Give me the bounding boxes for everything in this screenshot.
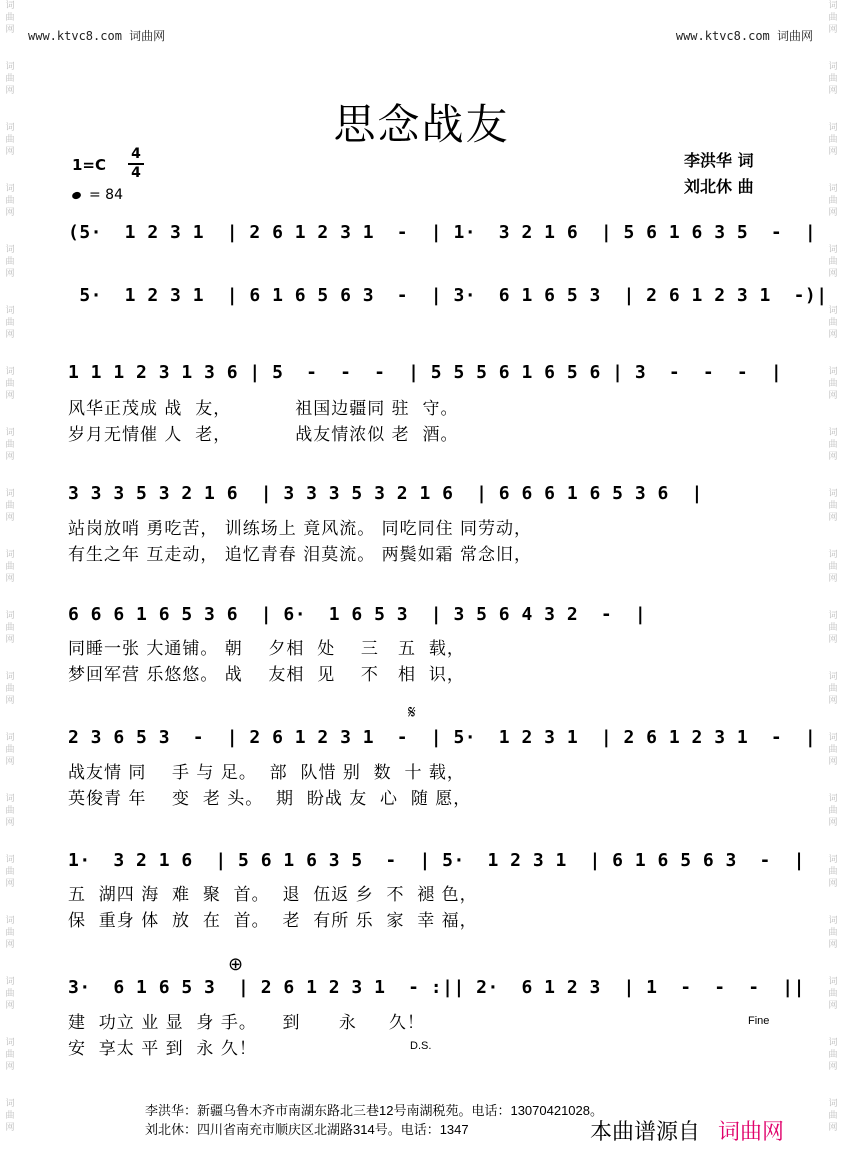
notation-row-7 (68, 850, 805, 874)
segno-mark: 𝄋 (408, 702, 416, 723)
side-watermark-unit: 词 曲 网 (5, 794, 15, 828)
side-watermark-unit: 词 曲 网 (828, 550, 838, 584)
lyrics-row-5-verse-2: 梦回军营 乐悠悠。 战 友相 见 不 相 识， (68, 665, 465, 685)
lyrics-row-4-verse-1: 站岗放哨 勇吃苦， 训练场上 竟风流。 同吃同住 同劳动， (68, 519, 533, 539)
source-credit (590, 1115, 784, 1146)
side-watermark-unit: 词 曲 网 (828, 672, 838, 706)
side-watermark-unit: 词 曲 网 (828, 489, 838, 523)
side-watermark-unit: 词 曲 网 (828, 1, 838, 35)
key-signature: 1=C (72, 156, 107, 174)
lyrics-row-6-verse-2: 英俊青 年 变 老 头。 期 盼战 友 心 随 愿， (68, 789, 472, 809)
side-watermark-unit: 词 曲 网 (828, 1099, 838, 1133)
coda-mark: ⊕ (228, 954, 244, 975)
side-watermark-unit: 词 曲 网 (5, 611, 15, 645)
side-watermark-unit: 词 曲 网 (5, 62, 15, 96)
side-watermark-right (826, 0, 840, 1172)
notes: 3 3 3 5 3 2 1 6 | 3 3 3 5 3 2 1 6 | 6 6 6 1 6 5 3 6 | (68, 483, 703, 504)
quarter-note-icon (71, 191, 82, 201)
notation-row-1 (68, 222, 817, 246)
side-watermark-unit: 词 曲 网 (828, 62, 838, 96)
side-watermark-left (3, 0, 17, 1172)
notation-row-8 (68, 977, 805, 1001)
watermark-left: www.ktvc8.com 词曲网 (28, 29, 166, 43)
time-sig-bottom: 4 (131, 165, 141, 181)
lyricist: 李洪华 词 (684, 151, 754, 170)
notes: 5· 1 2 3 1 | 6 1 6 5 6 3 - | 3· 6 1 6 5 3 | 2 6 1 2 3 1 -)| (68, 285, 828, 306)
side-watermark-unit: 词 曲 网 (5, 306, 15, 340)
notation-row-2 (68, 285, 828, 309)
side-watermark-unit: 词 曲 网 (5, 855, 15, 889)
source-label: 本曲谱源自 (590, 1120, 701, 1145)
side-watermark-unit: 词 曲 网 (5, 1099, 15, 1133)
side-watermark-unit: 词 曲 网 (5, 1, 15, 35)
lyrics-row-5-verse-1: 同睡一张 大通铺。 朝 夕相 处 三 五 载， (68, 639, 465, 659)
notes: 3· 6 1 6 5 3 | 2 6 1 2 3 1 - :|| 2· 6 1 2 3 | 1 - - - || (68, 977, 805, 998)
notation-row-5 (68, 604, 776, 628)
side-watermark-unit: 词 曲 网 (5, 550, 15, 584)
tempo-marking (72, 187, 123, 203)
side-watermark-unit: 词 曲 网 (828, 123, 838, 157)
song-title: 思念战友 (333, 100, 510, 149)
fine-mark: Fine (748, 1015, 770, 1027)
side-watermark-unit: 词 曲 网 (828, 733, 838, 767)
side-watermark-unit: 词 曲 网 (828, 977, 838, 1011)
tempo-value: = 84 (89, 187, 123, 203)
notes: 1 1 1 2 3 1 3 6 | 5 - - - | 5 5 5 6 1 6 5 6 | 3 - - - | (68, 362, 783, 383)
footer-line-2: 刘北休：四川省南充市顺庆区北湖路314号。电话：1347 (145, 1122, 469, 1137)
notes: 6 6 6 1 6 5 3 6 | 6· 1 6 5 3 | 3 5 6 4 3 2 - | (68, 604, 647, 625)
side-watermark-unit: 词 曲 网 (828, 184, 838, 218)
notation-row-3 (68, 362, 783, 386)
notes: 1· 3 2 1 6 | 5 6 1 6 3 5 - | 5· 1 2 3 1 | 6 1 6 5 6 3 - | (68, 850, 805, 871)
side-watermark-unit: 词 曲 网 (5, 184, 15, 218)
side-watermark-unit: 词 曲 网 (828, 916, 838, 950)
side-watermark-unit: 词 曲 网 (5, 489, 15, 523)
lyrics-row-3-verse-1: 风华正茂成 战 友， 祖国边疆同 驻 守。 (68, 399, 459, 419)
side-watermark-unit: 词 曲 网 (5, 733, 15, 767)
time-signature (128, 147, 144, 181)
lyrics-row-4-verse-2: 有生之年 互走动， 追忆青春 泪莫流。 两鬓如霜 常念旧， (68, 545, 533, 565)
side-watermark-unit: 词 曲 网 (5, 245, 15, 279)
side-watermark-unit: 词 曲 网 (828, 611, 838, 645)
lyrics-row-7-verse-1: 五 湖四 海 难 聚 首。 退 伍返 乡 不 褪 色， (68, 885, 478, 905)
side-watermark-unit: 词 曲 网 (828, 306, 838, 340)
side-watermark-unit: 词 曲 网 (5, 123, 15, 157)
side-watermark-unit: 词 曲 网 (5, 428, 15, 462)
credits (684, 148, 754, 200)
side-watermark-unit: 词 曲 网 (5, 672, 15, 706)
lyrics-row-7-verse-2: 保 重身 体 放 在 首。 老 有所 乐 家 幸 福， (68, 911, 478, 931)
side-watermark-unit: 词 曲 网 (5, 916, 15, 950)
notes: 2 3 6 5 3 - | 2 6 1 2 3 1 - | 5· 1 2 3 1 | 2 6 1 2 3 1 - | (68, 727, 817, 748)
lyrics-row-6-verse-1: 战友情 同 手 与 足。 部 队惜 别 数 十 载， (68, 763, 465, 783)
side-watermark-unit: 词 曲 网 (828, 855, 838, 889)
lyrics-row-3-verse-2: 岁月无情催 人 老， 战友情浓似 老 酒。 (68, 425, 459, 445)
lyrics-row-8-verse-1: 建 功立 业 显 身 手。 到 永 久！ (68, 1013, 425, 1033)
side-watermark-unit: 词 曲 网 (828, 245, 838, 279)
watermark-right: www.ktvc8.com 词曲网 (675, 29, 813, 43)
side-watermark-unit: 词 曲 网 (828, 367, 838, 401)
notes: (5· 1 2 3 1 | 2 6 1 2 3 1 - | 1· 3 2 1 6 | 5 6 1 6 3 5 - | (68, 222, 817, 243)
time-sig-top: 4 (131, 146, 141, 162)
side-watermark-unit: 词 曲 网 (5, 1038, 15, 1072)
composer: 刘北休 曲 (684, 177, 754, 196)
notation-row-6 (68, 727, 817, 751)
side-watermark-unit: 词 曲 网 (5, 367, 15, 401)
ds-mark: D.S. (410, 1040, 432, 1052)
side-watermark-unit: 词 曲 网 (828, 794, 838, 828)
side-watermark-unit: 词 曲 网 (5, 977, 15, 1011)
brand-name: 词曲网 (718, 1120, 785, 1145)
side-watermark-unit: 词 曲 网 (828, 428, 838, 462)
side-watermark-unit: 词 曲 网 (828, 1038, 838, 1072)
lyrics-row-8-verse-2: 安 享太 平 到 永 久！ (68, 1039, 257, 1059)
notation-row-4 (68, 483, 776, 507)
footer-line-1: 李洪华：新疆乌鲁木齐市南湖东路北三巷12号南湖税苑。电话：13070421028。 (145, 1103, 603, 1118)
